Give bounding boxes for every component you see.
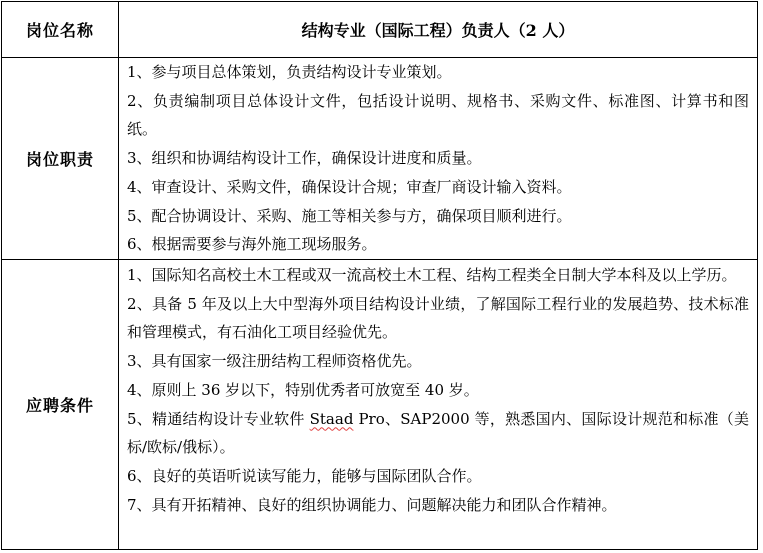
- requirement-item-2: 2、具备 5 年及以上大中型海外项目结构设计业绩，了解国际工程行业的发展趋势、技术标准和管理模式，有石油化工项目经验优先。: [127, 294, 749, 342]
- duty-item-4: 4、审查设计、采购文件，确保设计合规；审查厂商设计输入资料。: [127, 177, 572, 196]
- requirements-list: [127, 260, 749, 519]
- spellcheck-underlined-word: Staad: [309, 409, 354, 428]
- requirement-item-6: 6、良好的英语听说读写能力，能够与国际团队合作。: [127, 466, 482, 485]
- requirement-item-5-after: Pro、SAP2000 等，熟悉国内、国际设计规范和标准（美标/欧标/俄标）。: [127, 409, 749, 457]
- duties-list: [127, 58, 749, 259]
- position-name-label: 岗位名称: [2, 2, 119, 57]
- duty-item-2: 2、负责编制项目总体设计文件，包括设计说明、规格书、采购文件、标准图、计算书和图纸。: [127, 91, 749, 139]
- requirement-item-7: 7、具有开拓精神、良好的组织协调能力、问题解决能力和团队合作精神。: [127, 495, 617, 514]
- requirements-content: [118, 260, 757, 549]
- duties-row: [2, 58, 757, 260]
- requirements-label: 应聘条件: [2, 260, 119, 549]
- duties-label: 岗位职责: [2, 58, 119, 259]
- header-row: [2, 2, 757, 58]
- duty-item-6: 6、根据需要参与海外施工现场服务。: [127, 235, 377, 254]
- duties-content: [118, 58, 757, 259]
- duty-item-5: 5、配合协调设计、采购、施工等相关参与方，确保项目顺利进行。: [127, 206, 572, 225]
- position-title: 结构专业（国际工程）负责人（2 人）: [301, 21, 575, 40]
- duty-item-3: 3、组织和协调结构设计工作，确保设计进度和质量。: [127, 149, 482, 168]
- requirement-item-5-before: 5、精通结构设计专业软件: [127, 409, 310, 428]
- requirement-item-1: 1、国际知名高校土木工程或双一流高校土木工程、结构工程类全日制大学本科及以上学历。: [127, 266, 737, 284]
- requirement-item-4: 4、原则上 36 岁以下，特别优秀者可放宽至 40 岁。: [127, 380, 479, 399]
- job-description-table: [1, 1, 758, 550]
- duty-item-1: 1、参与项目总体策划，负责结构设计专业策划。: [127, 63, 452, 81]
- requirement-item-5: [127, 405, 749, 462]
- requirement-item-3: 3、具有国家一级注册结构工程师资格优先。: [127, 352, 422, 371]
- requirements-row: [2, 260, 757, 549]
